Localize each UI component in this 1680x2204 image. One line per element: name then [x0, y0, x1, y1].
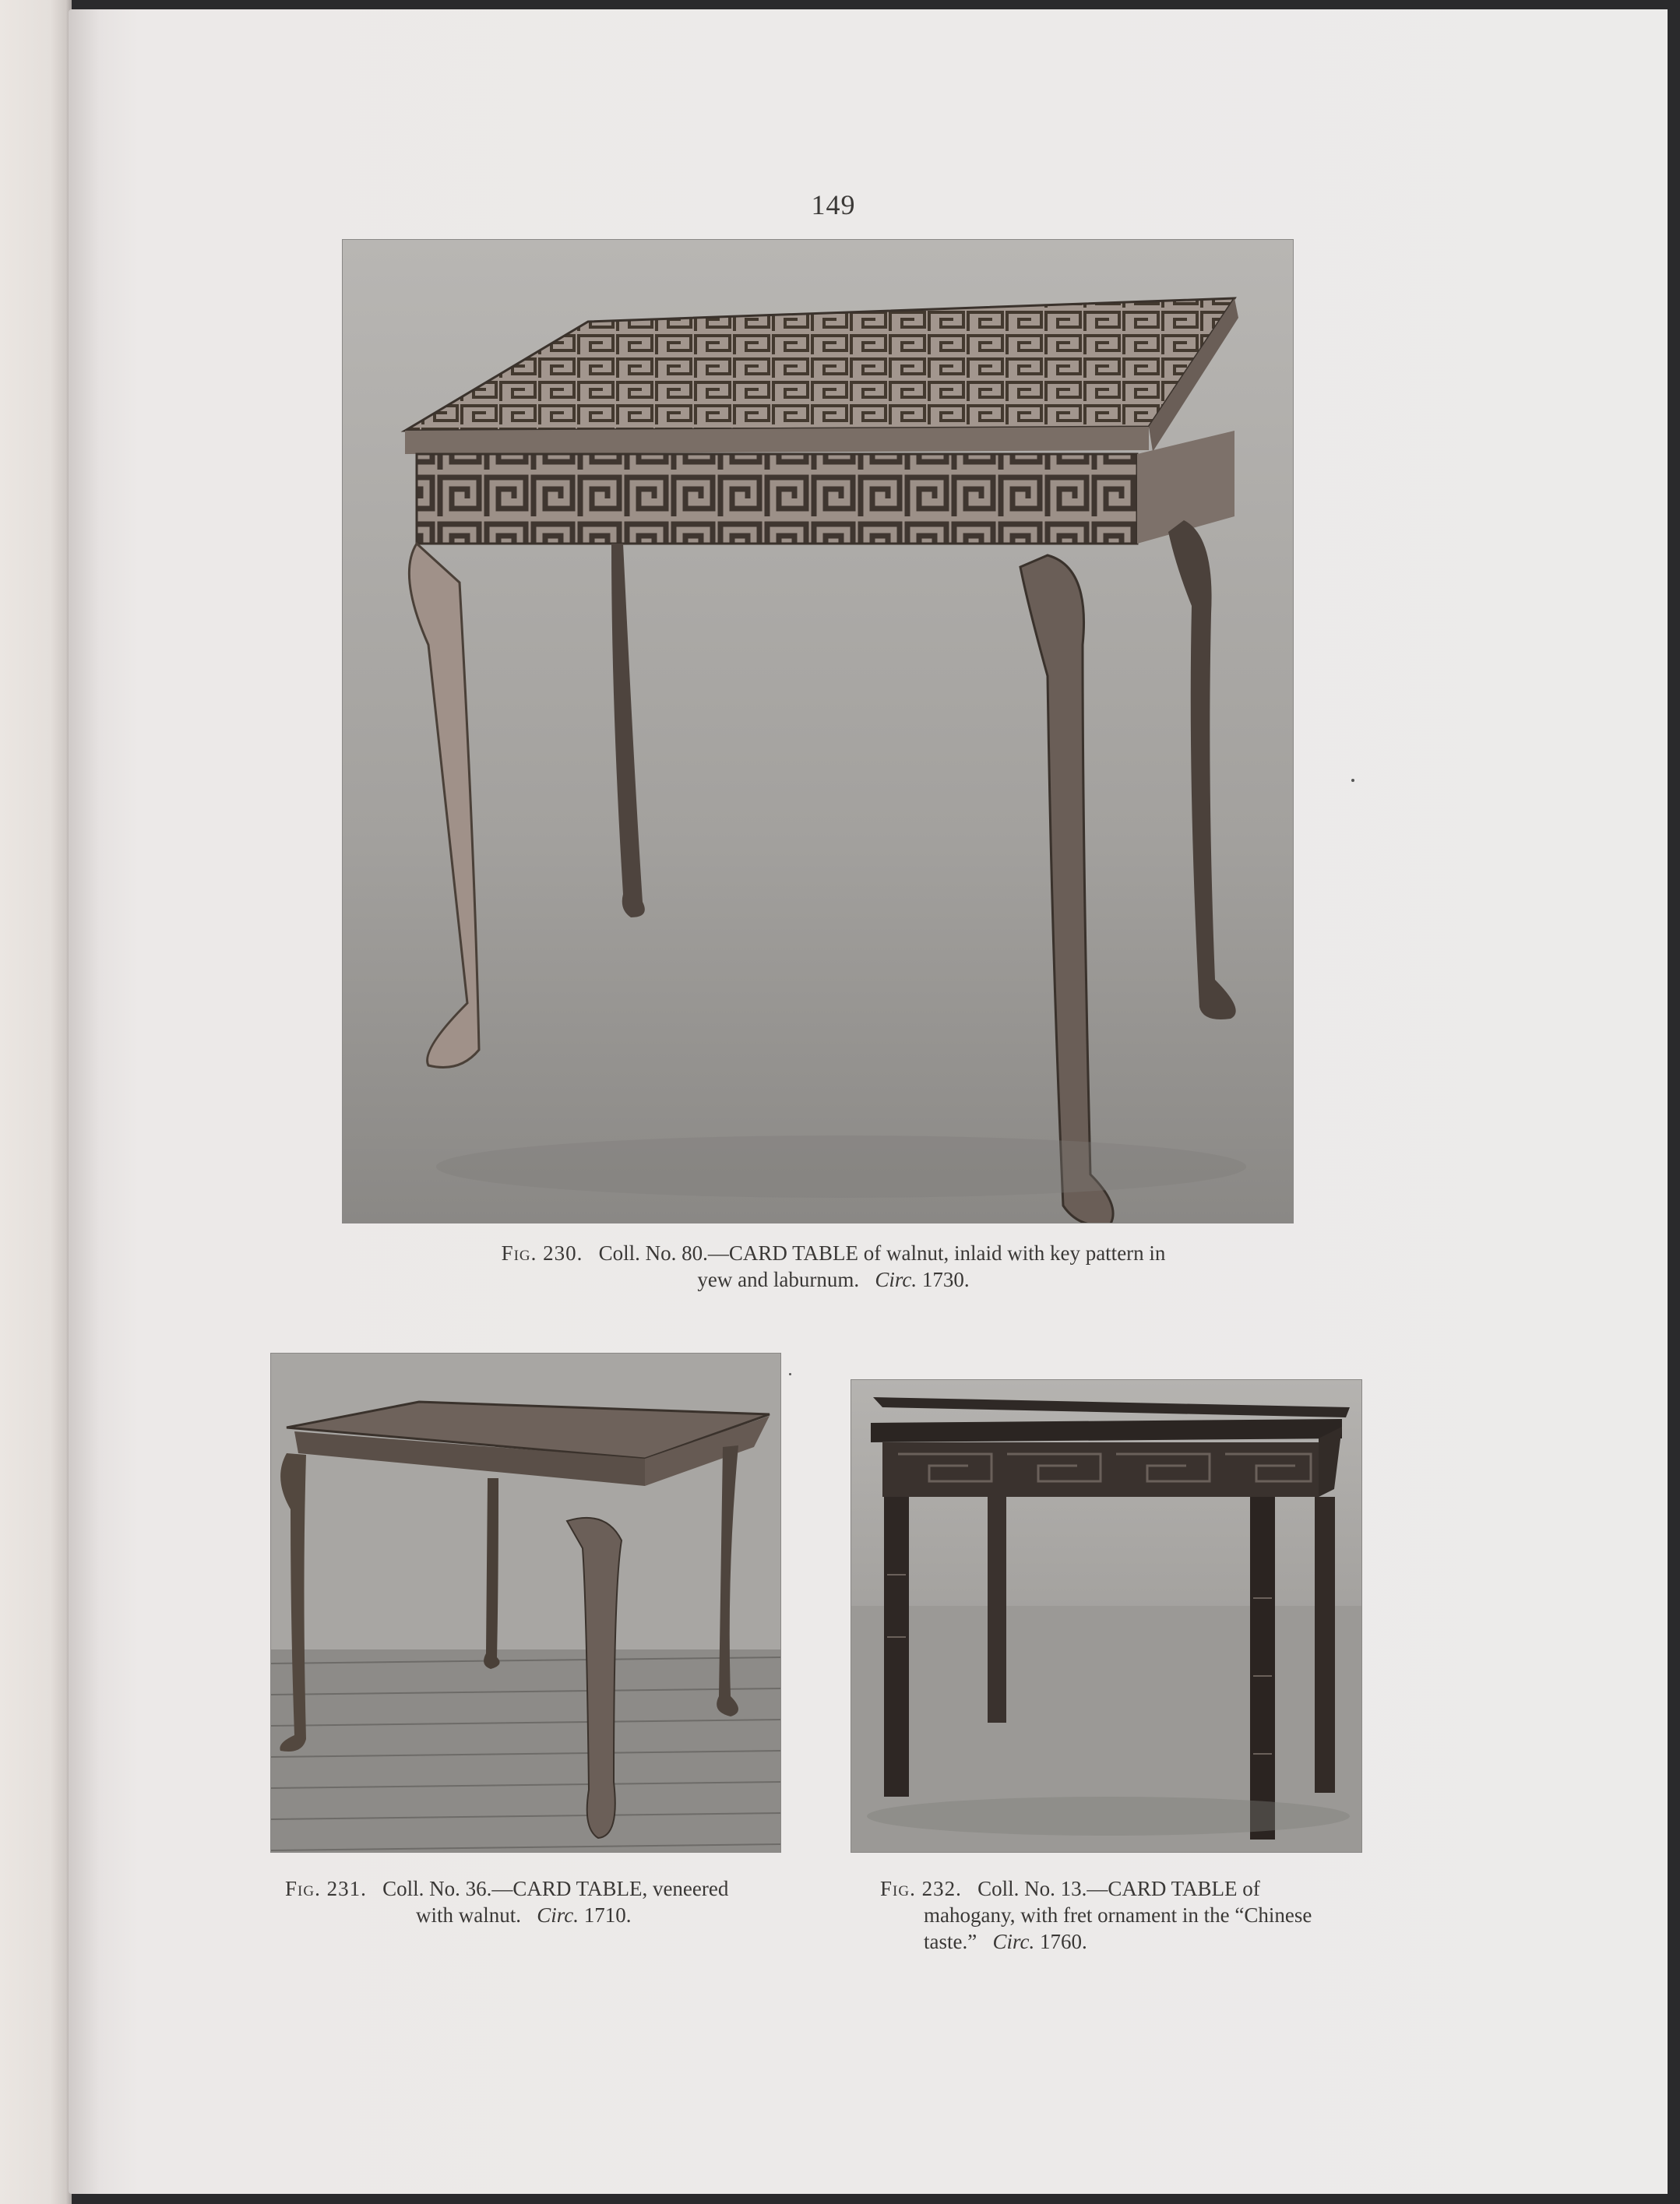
- circ-abbrev: Circ.: [992, 1930, 1035, 1953]
- caption-fig-230-line-1: [444, 1240, 1223, 1266]
- caption-text: Coll. No. 36.—CARD TABLE, veneered: [382, 1877, 729, 1900]
- caption-fig-230-line-2: [444, 1266, 1223, 1293]
- paper-speck: [1351, 779, 1354, 782]
- caption-fig-230: [444, 1240, 1223, 1293]
- caption-fig-231-line-2: [285, 1902, 784, 1928]
- caption-text: mahogany, with fret ornament in the “Chinese: [924, 1903, 1312, 1927]
- fig-label: Fig. 231.: [285, 1877, 367, 1900]
- caption-fig-232-line-1: [880, 1875, 1347, 1902]
- fig-label: Fig. 230.: [501, 1241, 583, 1265]
- circ-abbrev: Circ.: [537, 1903, 579, 1927]
- paper-speck: [789, 1373, 791, 1375]
- caption-fig-232-line-2: [880, 1902, 1347, 1928]
- photo-card-table-fig-230: [343, 240, 1293, 1223]
- page-number: 149: [811, 189, 856, 220]
- card-table-veneered-image: [271, 1354, 780, 1852]
- caption-text: Coll. No. 13.—CARD TABLE of: [977, 1877, 1260, 1900]
- fig-label: Fig. 232.: [880, 1877, 962, 1900]
- caption-text: taste.”: [924, 1930, 977, 1953]
- card-table-inlaid-image: [343, 240, 1293, 1223]
- caption-fig-231: [285, 1875, 784, 1928]
- photo-card-table-fig-231: [271, 1354, 780, 1852]
- caption-text: Coll. No. 80.—CARD TABLE of walnut, inlaid with key pattern in: [598, 1241, 1166, 1265]
- caption-fig-231-line-1: [285, 1875, 784, 1902]
- caption-year: 1710.: [583, 1903, 632, 1927]
- caption-fig-232: [880, 1875, 1347, 1955]
- caption-year: 1730.: [921, 1268, 970, 1291]
- circ-abbrev: Circ.: [875, 1268, 917, 1291]
- left-page-edge: [0, 0, 72, 2204]
- caption-fig-232-line-3: [880, 1928, 1347, 1955]
- photo-card-table-fig-232: [851, 1380, 1361, 1852]
- caption-year: 1760.: [1039, 1930, 1087, 1953]
- caption-text: with walnut.: [416, 1903, 521, 1927]
- caption-text: yew and laburnum.: [697, 1268, 860, 1291]
- card-table-chinese-fret-image: [851, 1380, 1361, 1852]
